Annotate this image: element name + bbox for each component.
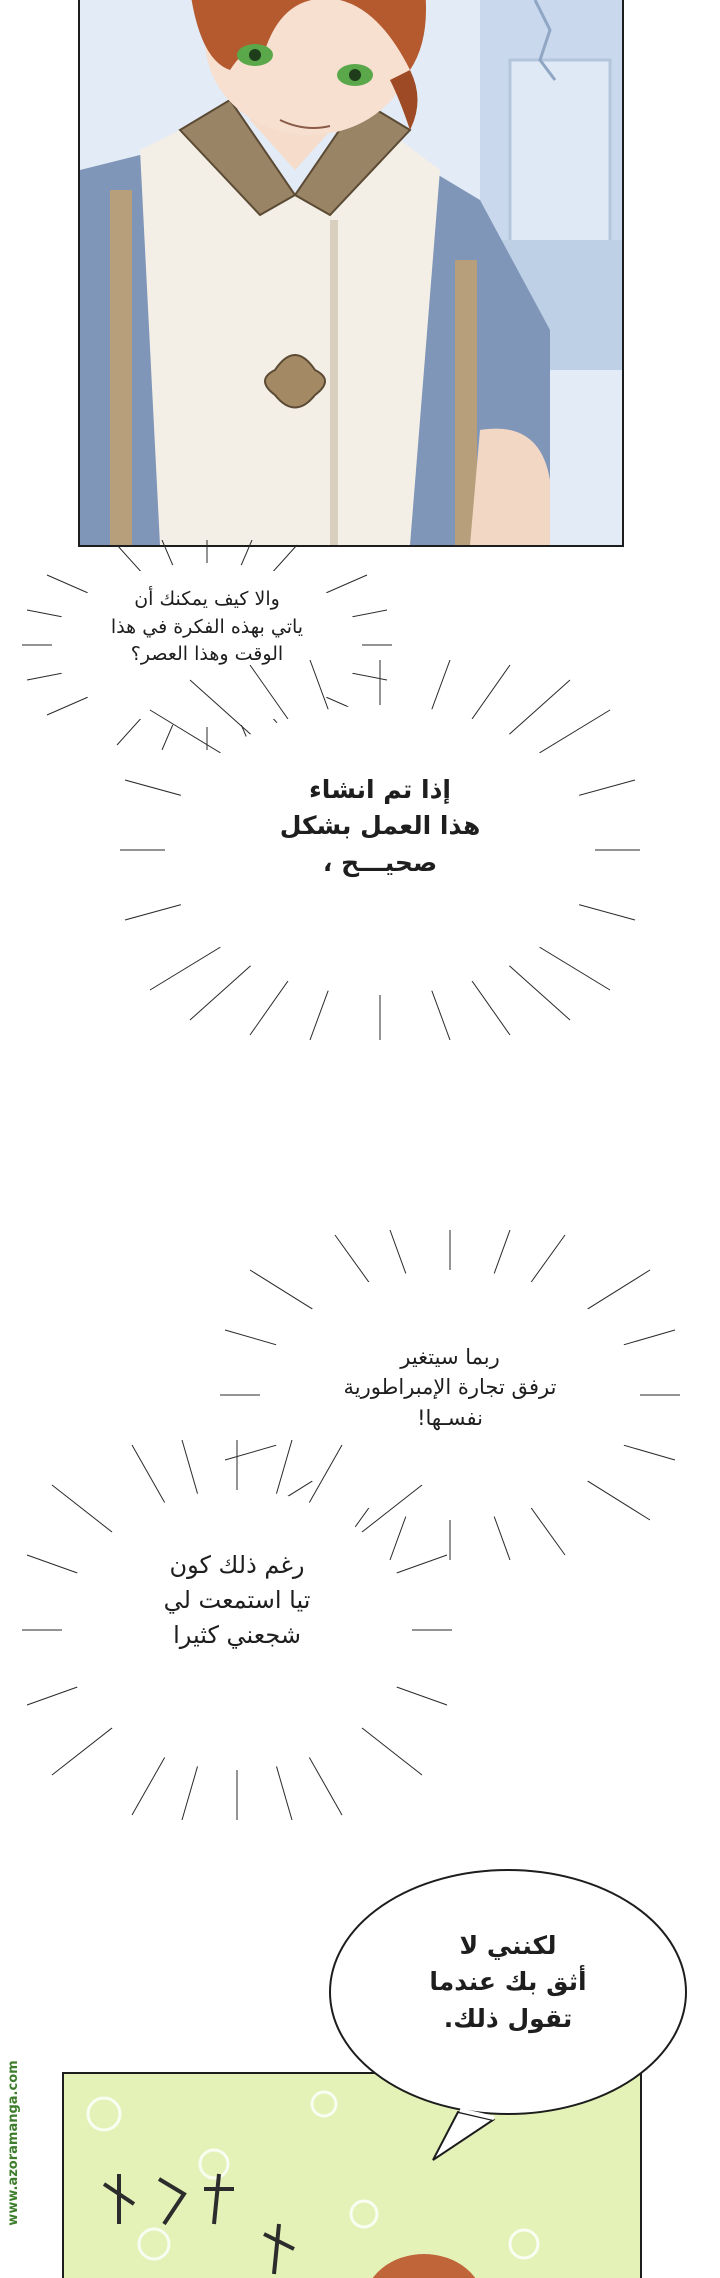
bubble-line: لكنني لا (459, 1931, 557, 1960)
bubble-line: الوقت وهذا العصر؟ (130, 643, 284, 666)
bubble-4-text (97, 1548, 377, 1652)
bubble-line: رغم ذلك كون (169, 1551, 305, 1579)
bubble-line: تيا استمعت لي (163, 1585, 311, 1614)
speech-bubble-5 (318, 1862, 698, 2162)
bubble-line: هذا العمل بشكل (279, 811, 481, 841)
bubble-3-text (300, 1342, 600, 1433)
bubble-2-text (230, 772, 530, 881)
site-watermark (0, 2010, 30, 2276)
bubble-5-text (378, 1928, 638, 2037)
watermark-graphic (0, 2010, 30, 2276)
bubble-line: أثق بك عندما (429, 1967, 587, 1997)
character-illustration (80, 0, 622, 545)
watermark-text: www.azoramanga.com (6, 2060, 21, 2226)
bubble-line: إذا تم انشاء (309, 775, 451, 804)
bubble-1-text (82, 586, 332, 669)
bubble-line: ترفق تجارة الإمبراطورية (343, 1375, 557, 1400)
bubble-line: ربما سيتغير (400, 1345, 500, 1369)
speech-bubble-2 (120, 660, 640, 1040)
bubble-line: والا كيف يمكنك أن (134, 588, 280, 610)
bubble-line: شجعني كثيرا (173, 1620, 301, 1649)
comic-panel-top (78, 0, 624, 547)
bubble-line: تقول ذلك. (443, 2003, 573, 2033)
bubble-line: صحيـــح ، (322, 847, 438, 877)
bubble-line: ياتي بهذه الفكرة في هذا (110, 615, 304, 638)
bubble-line: نفسـها! (417, 1405, 483, 1430)
speech-bubble-4 (22, 1440, 452, 1820)
